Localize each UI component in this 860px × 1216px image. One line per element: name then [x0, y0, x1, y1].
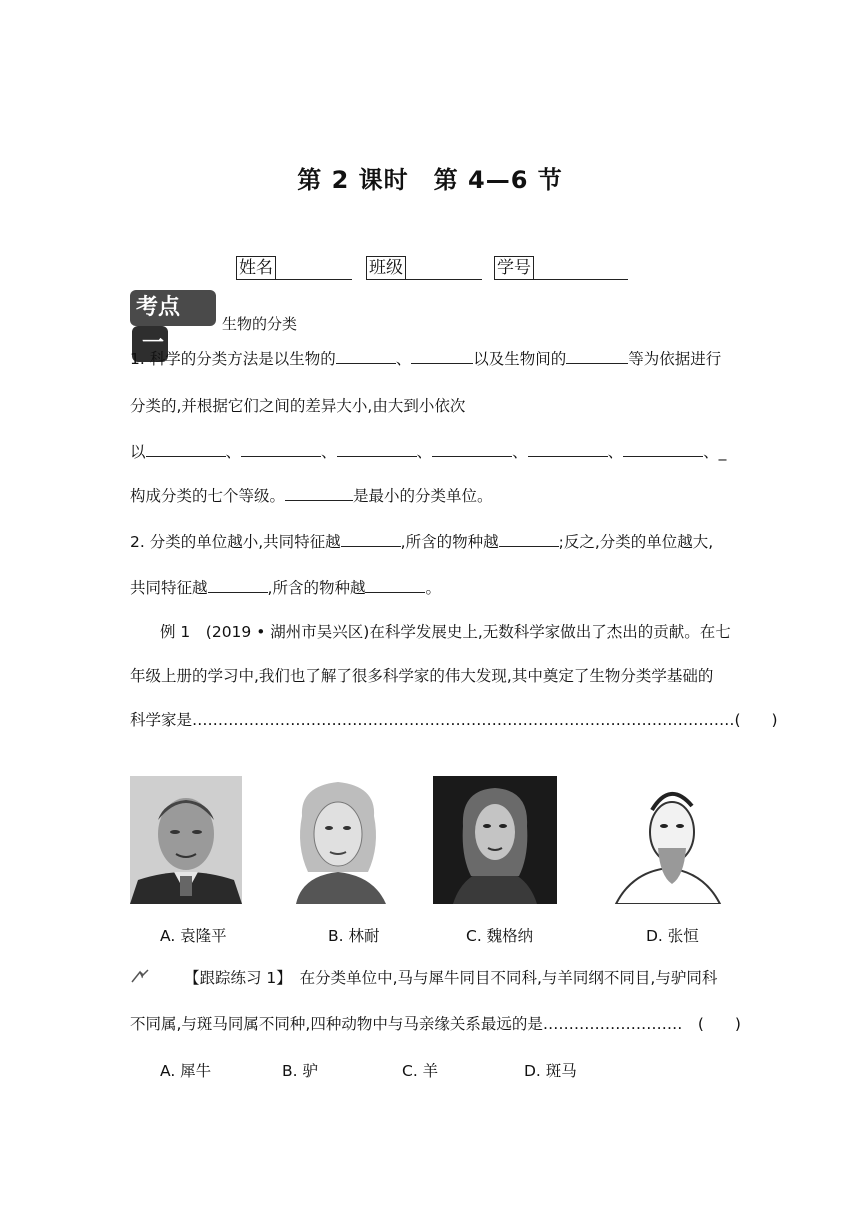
q1-blank[interactable]	[285, 484, 353, 501]
practice-line1	[184, 966, 717, 988]
q1-text-c: 以及生物间的	[473, 350, 567, 368]
q1-text-b: 、	[395, 350, 412, 368]
practice-text: 在分类单位中,马与犀牛同目不同科,与羊同纲不同目,与驴同科	[299, 969, 718, 987]
q1-sep: 、	[512, 443, 528, 461]
practice-option-c[interactable]: C. 羊	[402, 1062, 439, 1080]
portrait-yuan-longping	[130, 776, 242, 904]
name-blank[interactable]	[276, 259, 352, 280]
name-label: 姓名	[236, 256, 276, 280]
q1-rank-blank[interactable]	[528, 440, 608, 457]
practice-label: 【跟踪练习 1】	[184, 969, 285, 987]
choice-a[interactable]: A. 袁隆平	[160, 927, 227, 945]
practice-option-b[interactable]: B. 驴	[282, 1062, 318, 1080]
q2-line1	[130, 530, 713, 552]
q2-line2	[130, 576, 441, 598]
q1-blank[interactable]	[566, 347, 628, 364]
q1-line4	[130, 484, 493, 506]
q2-blank[interactable]	[365, 576, 425, 593]
q1-sep: 、	[321, 443, 337, 461]
portrait-wegener	[433, 776, 557, 904]
kaodian-badge-text: 考点	[136, 295, 181, 320]
q1-sep: 、	[225, 443, 242, 461]
q1-line2: 分类的,并根据它们之间的差异大小,由大到小依次	[130, 397, 466, 415]
choice-b[interactable]: B. 林耐	[328, 927, 380, 945]
practice-line2: 不同属,与斑马同属不同种,四种动物中与马亲缘关系最远的是……………………… ( )	[130, 1015, 741, 1033]
practice-option-a[interactable]: A. 犀牛	[160, 1062, 212, 1080]
q2-blank[interactable]	[208, 576, 268, 593]
q1-text-end: 、_	[703, 443, 727, 461]
number-label: 学号	[494, 256, 534, 280]
q2-text-a: 2. 分类的单位越小,共同特征越	[130, 533, 341, 551]
q1-rank-blank[interactable]	[241, 440, 321, 457]
practice-icon	[130, 968, 150, 988]
q1-line3	[130, 440, 726, 462]
q1-sep: 、	[607, 443, 624, 461]
portrait-zhang-heng	[612, 776, 724, 904]
q1-text-f: 是最小的分类单位。	[353, 487, 493, 505]
example1-line1: 例 1 (2019 • 湖州市吴兴区)在科学发展史上,无数科学家做出了杰出的贡献。在七	[160, 623, 731, 641]
page-title: 第 2 课时 第 4—6 节	[297, 166, 563, 194]
q1-rank-blank[interactable]	[623, 440, 703, 457]
q2-text-b: ,所含的物种越	[400, 533, 499, 551]
example1-line2: 年级上册的学习中,我们也了解了很多科学家的伟大发现,其中奠定了生物分类学基础的	[130, 667, 714, 685]
q2-text-c: ;反之,分类的单位越大,	[558, 533, 714, 551]
q2-text-f: 。	[425, 579, 441, 597]
portrait-linnaeus	[282, 776, 394, 904]
q1-text-start: 以	[130, 443, 146, 461]
choice-c[interactable]: C. 魏格纳	[466, 927, 534, 945]
name-field	[236, 256, 352, 280]
q2-text-d: 共同特征越	[130, 579, 208, 597]
q1-text-a: 1. 科学的分类方法是以生物的	[130, 350, 336, 368]
q1-text-d: 等为依据进行	[628, 350, 722, 368]
class-field	[366, 256, 482, 280]
kaodian-badge-number: 一	[132, 326, 168, 362]
q2-text-e: ,所含的物种越	[267, 579, 366, 597]
class-label: 班级	[366, 256, 406, 280]
q1-rank-blank[interactable]	[337, 440, 417, 457]
q1-rank-blank[interactable]	[432, 440, 512, 457]
number-blank[interactable]	[534, 259, 628, 280]
practice-option-d[interactable]: D. 斑马	[524, 1062, 577, 1080]
q1-rank-blank[interactable]	[146, 440, 226, 457]
q1-sep: 、	[416, 443, 433, 461]
choice-d[interactable]: D. 张恒	[646, 927, 699, 945]
class-blank[interactable]	[406, 259, 482, 280]
example1-line3: 科学家是……………………………………………………………………………………………( )	[130, 711, 778, 729]
q2-blank[interactable]	[341, 530, 401, 547]
q1-text-e: 构成分类的七个等级。	[130, 487, 286, 505]
kaodian-badge	[130, 290, 216, 356]
q1-line1	[130, 347, 721, 369]
kaodian-title: 生物的分类	[222, 315, 298, 333]
q1-blank[interactable]	[411, 347, 473, 364]
q2-blank[interactable]	[499, 530, 559, 547]
number-field	[494, 256, 628, 280]
q1-blank[interactable]	[336, 347, 396, 364]
